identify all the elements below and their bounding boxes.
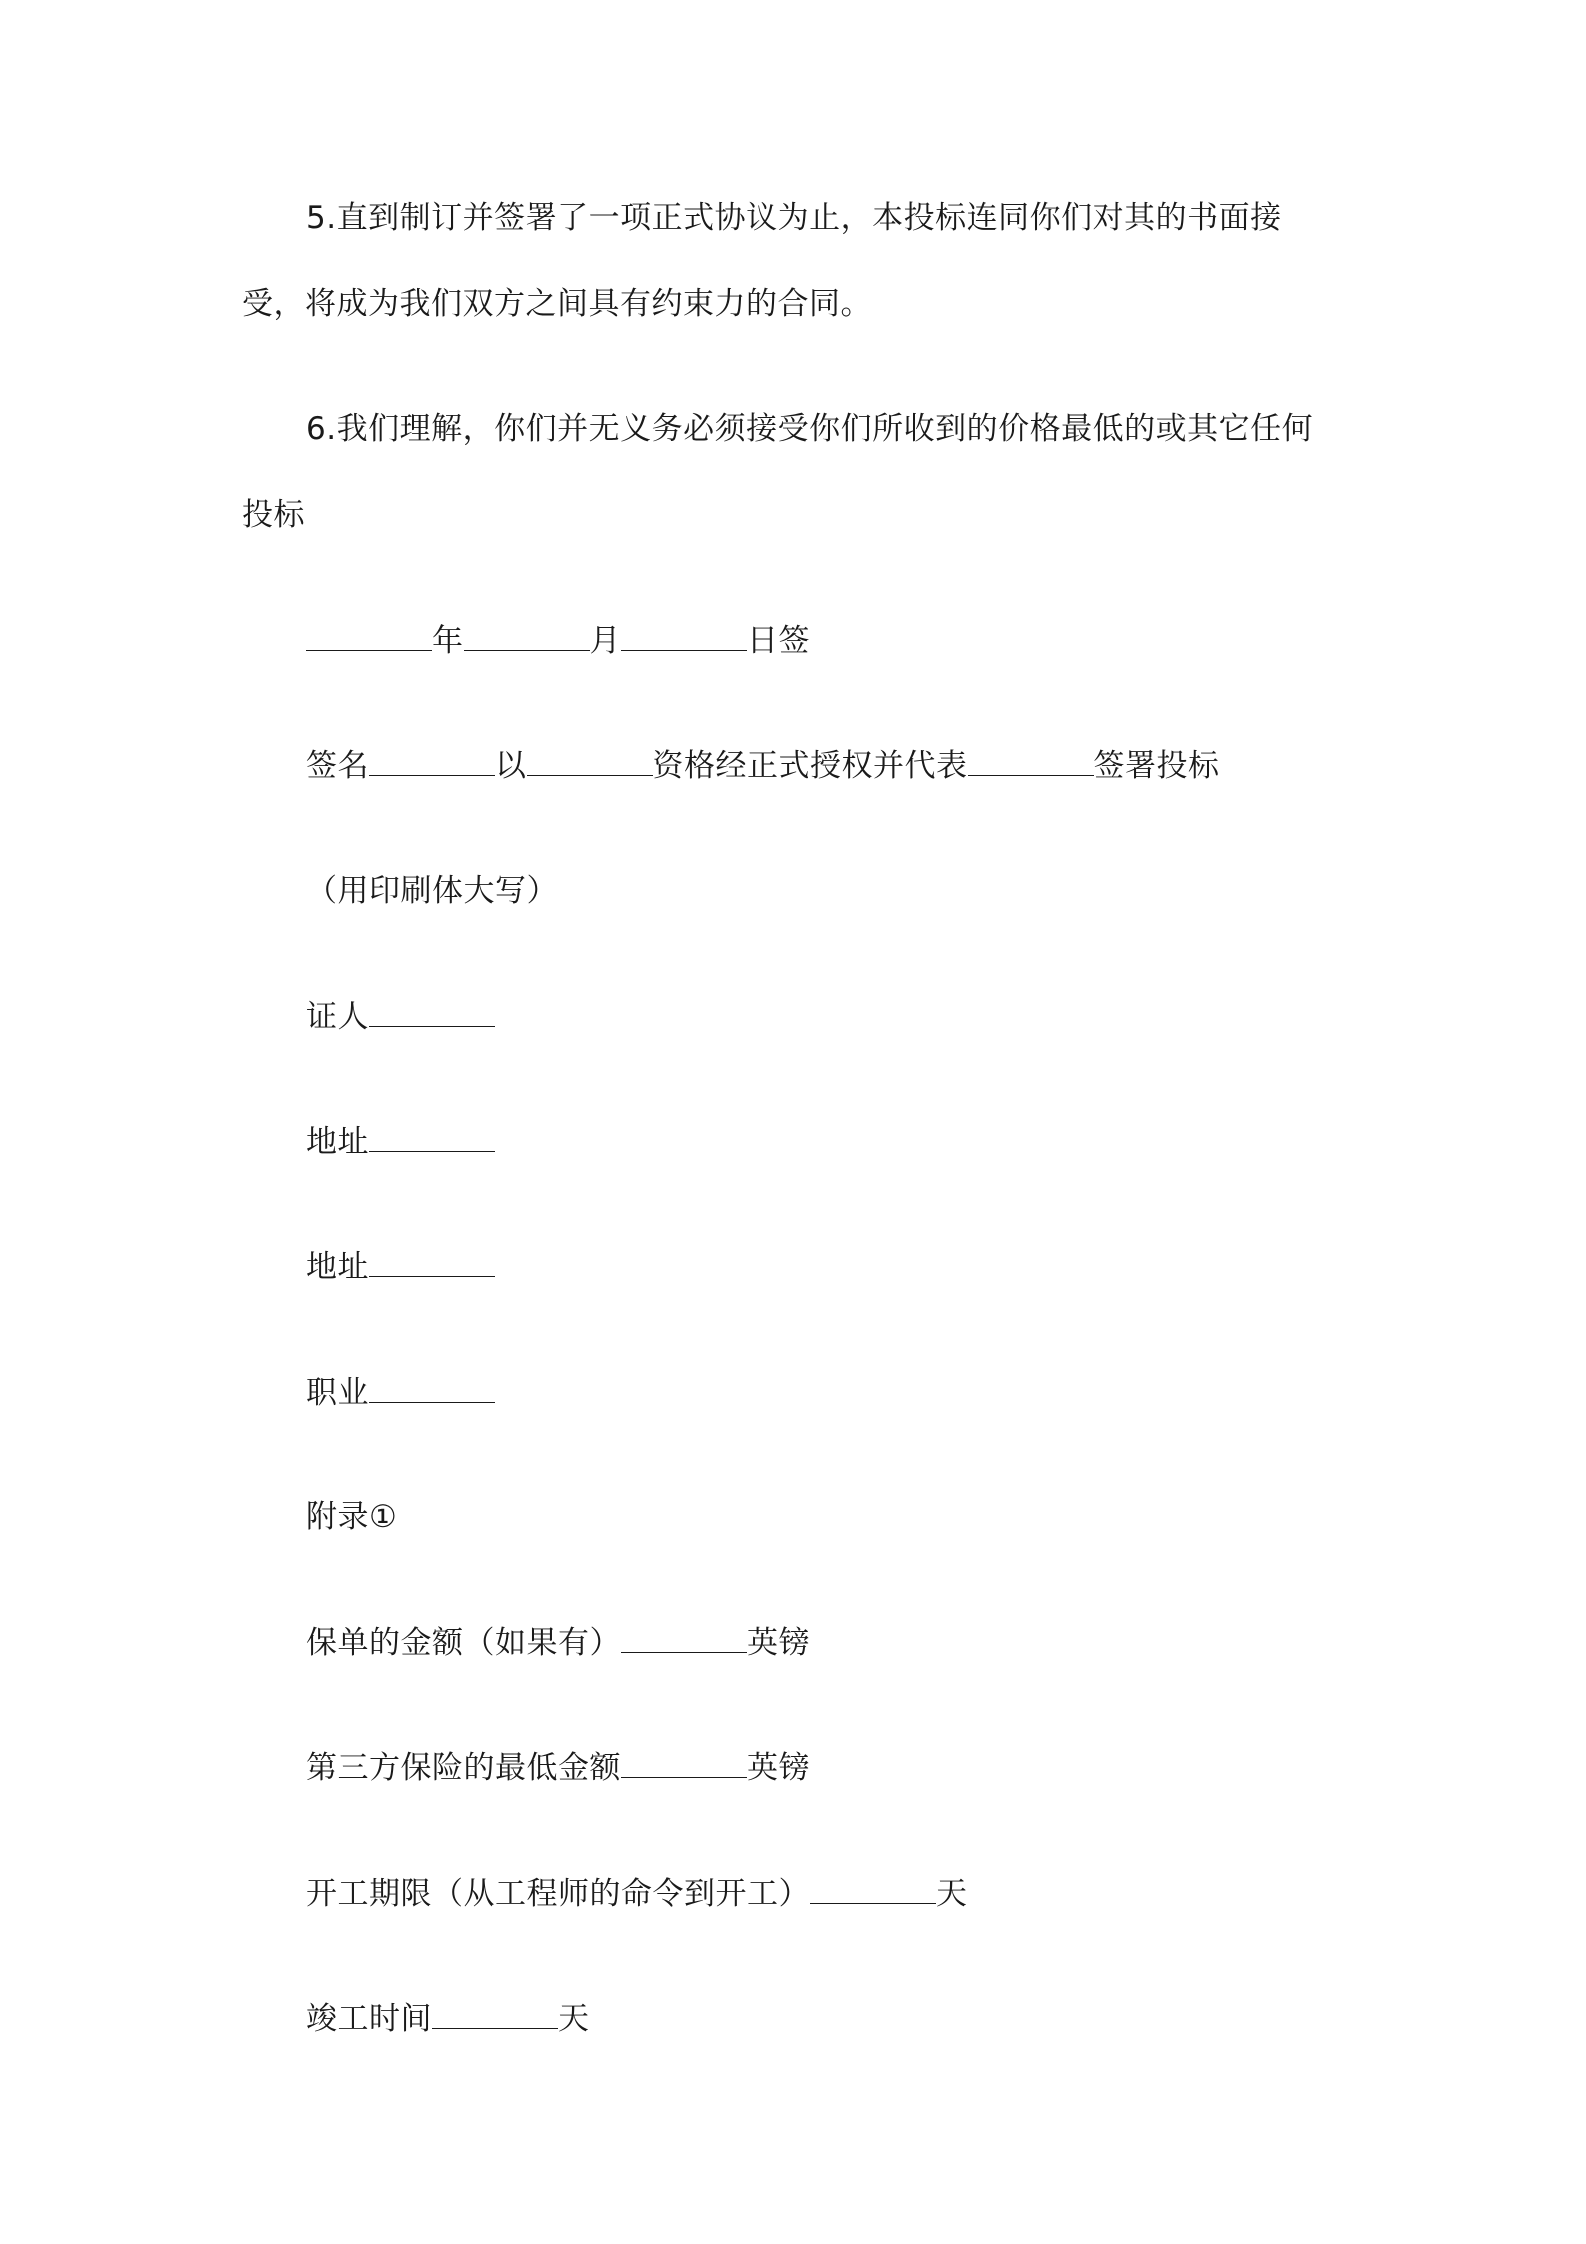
para6-line1: 6.我们理解，你们并无义务必须接受你们所收到的价格最低的或其它任何	[306, 411, 1314, 447]
address1-line	[306, 1121, 495, 1162]
address2-label: 地址	[306, 1249, 369, 1285]
address2-line	[306, 1246, 495, 1287]
day-label: 日签	[747, 623, 810, 659]
date-line	[306, 620, 810, 661]
witness-label: 证人	[306, 999, 369, 1035]
year-blank[interactable]	[306, 620, 432, 651]
completion-line	[306, 1998, 590, 2039]
commencement-label: 开工期限（从工程师的命令到开工）	[306, 1876, 810, 1912]
address1-label: 地址	[306, 1124, 369, 1160]
as-label: 以	[495, 748, 527, 784]
completion-blank[interactable]	[432, 1998, 558, 2029]
para5-line2: 受，将成为我们双方之间具有约束力的合同。	[242, 286, 872, 322]
capacity-blank[interactable]	[527, 745, 653, 776]
completion-label: 竣工时间	[306, 2001, 432, 2037]
address2-blank[interactable]	[369, 1246, 495, 1277]
day-blank[interactable]	[621, 620, 747, 651]
third-party-blank[interactable]	[621, 1747, 747, 1778]
commencement-blank[interactable]	[810, 1873, 936, 1904]
occupation-label: 职业	[306, 1375, 369, 1411]
bond-line	[306, 1622, 810, 1663]
print-note: （用印刷体大写）	[306, 873, 558, 909]
sign-label: 签名	[306, 748, 369, 784]
third-party-line	[306, 1747, 810, 1788]
occupation-blank[interactable]	[369, 1372, 495, 1403]
bond-label: 保单的金额（如果有）	[306, 1625, 621, 1661]
completion-unit: 天	[558, 2001, 590, 2037]
month-blank[interactable]	[464, 620, 590, 651]
third-party-label: 第三方保险的最低金额	[306, 1750, 621, 1786]
witness-line	[306, 996, 495, 1037]
commencement-unit: 天	[936, 1876, 968, 1912]
para6-line2: 投标	[242, 497, 305, 533]
authorized-label: 资格经正式授权并代表	[652, 748, 968, 784]
commencement-line	[306, 1873, 968, 1914]
month-label: 月	[589, 623, 621, 659]
signature-line	[306, 745, 1220, 786]
appendix-heading: 附录①	[306, 1499, 398, 1535]
represent-blank[interactable]	[968, 745, 1094, 776]
address1-blank[interactable]	[369, 1121, 495, 1152]
sign-blank[interactable]	[369, 745, 495, 776]
para5-line1: 5.直到制订并签署了一项正式协议为止，本投标连同你们对其的书面接	[306, 200, 1282, 236]
sign-tender-label: 签署投标	[1093, 748, 1220, 784]
witness-blank[interactable]	[369, 996, 495, 1027]
bond-blank[interactable]	[621, 1622, 747, 1653]
occupation-line	[306, 1372, 495, 1413]
bond-unit: 英镑	[747, 1625, 810, 1661]
third-party-unit: 英镑	[747, 1750, 810, 1786]
year-label: 年	[432, 623, 464, 659]
